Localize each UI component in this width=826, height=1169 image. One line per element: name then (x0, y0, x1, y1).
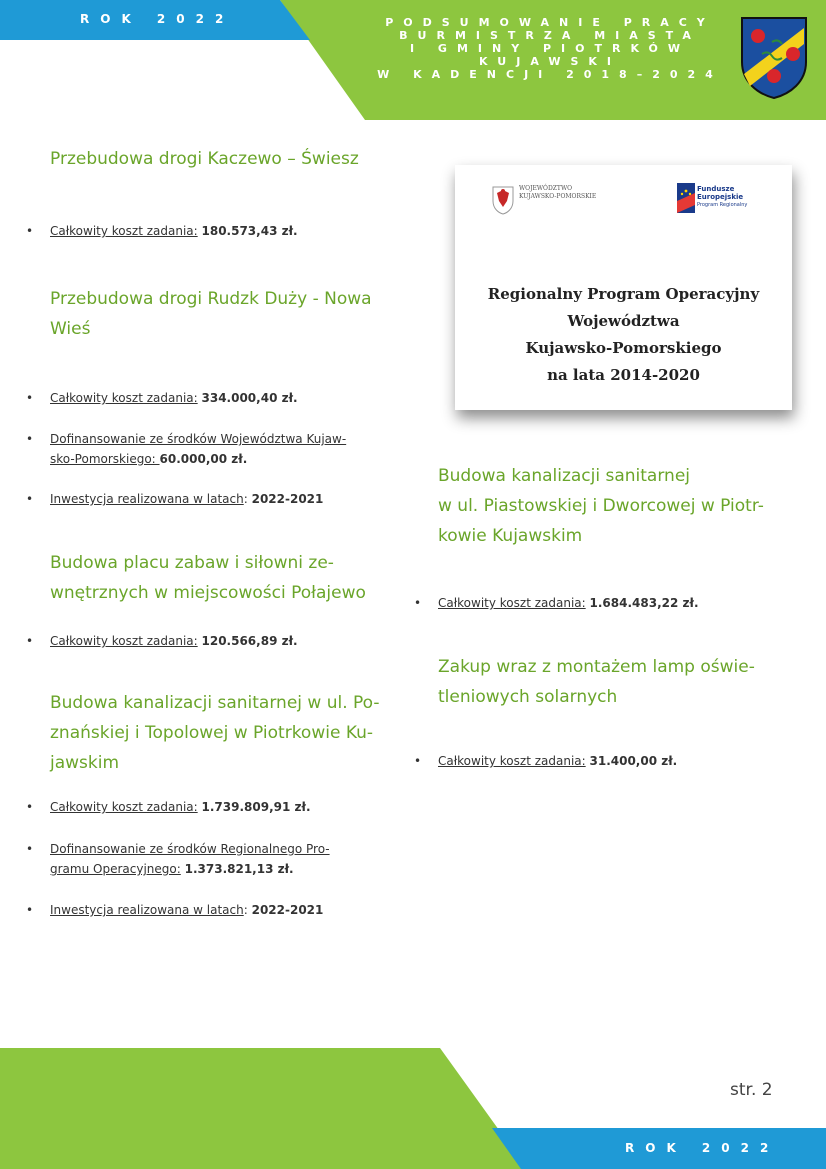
page-number: str. 2 (730, 1080, 773, 1100)
section-title (438, 461, 798, 551)
item-value: 180.573,43 zł. (201, 224, 298, 238)
voivodeship-logo (491, 185, 611, 219)
section-title-line: Zakup wraz z montażem lamp oświe- (438, 657, 755, 677)
item-label: Całkowity koszt zadania: (50, 800, 198, 814)
eu-funds-logo (677, 183, 777, 217)
item-value: 1.739.809,91 zł. (201, 800, 311, 814)
item-label: Inwestycja realizowana w latach (50, 492, 244, 506)
logo-text: WOJEWÓDZTWO (519, 185, 573, 192)
logo-text: Fundusze (697, 185, 735, 193)
bullet-icon: • (26, 432, 34, 446)
list-item (26, 429, 410, 469)
rpo-title (455, 281, 792, 389)
list-item (414, 593, 798, 613)
section-title-line: w ul. Piastowskiej i Dworcowej w Piotr- (438, 496, 764, 516)
item-label: Dofinansowanie ze środków Województwa Kujaw- (50, 432, 347, 446)
bullet-icon: • (26, 391, 34, 405)
item-value: 60.000,00 zł. (159, 452, 248, 466)
header-title-line: KUJAWSKI (478, 55, 622, 68)
item-label: Całkowity koszt zadania: (50, 634, 198, 648)
section-title-line: Przebudowa drogi Rudzk Duży - Nowa (50, 289, 372, 309)
item-label: Całkowity koszt zadania: (50, 224, 198, 238)
section-title-line: wnętrznych w miejscowości Połajewo (50, 583, 366, 603)
section-title (50, 548, 410, 608)
item-value: 1.684.483,22 zł. (589, 596, 699, 610)
list-item: • Inwestycja realizowana w latach: 2022-2021 (50, 489, 410, 509)
logo-text: KUJAWSKO-POMORSKIE (519, 193, 597, 200)
item-label: Całkowity koszt zadania: (50, 391, 198, 405)
header-title-line: PODSUMOWANIE PRACY (385, 16, 715, 29)
rpo-title-line: Regionalny Program Operacyjny (487, 285, 760, 303)
bullet-icon: • (414, 754, 422, 768)
section-title-line: znańskiej i Topolowej w Piotrkowie Ku- (50, 723, 374, 743)
section-title (438, 652, 798, 712)
section-title-line: Budowa kanalizacji sanitarnej w ul. Po- (50, 693, 380, 713)
section-title-line: Budowa placu zabaw i siłowni ze- (50, 553, 334, 573)
item-value: 2022-2021 (251, 903, 324, 917)
item-value: 334.000,40 zł. (201, 391, 298, 405)
list-item (26, 839, 410, 879)
list-item: • Inwestycja realizowana w latach: 2022-2021 (50, 900, 410, 920)
item-value: 120.566,89 zł. (201, 634, 298, 648)
list-item (26, 631, 410, 651)
item-label: gramu Operacyjnego: (50, 862, 181, 876)
item-value: 31.400,00 zł. (589, 754, 678, 768)
list-item (26, 221, 410, 241)
section-title-line: tleniowych solarnych (438, 687, 618, 707)
eu-funds-flag-icon (677, 183, 695, 213)
bullet-icon: • (26, 903, 34, 917)
bullet-icon: • (26, 842, 34, 856)
bullet-icon: • (26, 634, 34, 648)
section-title: Przebudowa drogi Kaczewo – Świesz (50, 149, 359, 169)
section-title-line: jawskim (50, 753, 120, 773)
coat-of-arms-icon (738, 14, 810, 100)
header-title-line: I GMINY PIOTRKÓW (410, 42, 690, 55)
bullet-icon: • (26, 224, 34, 238)
bullet-icon: • (26, 800, 34, 814)
header-title-line: W KADENCJI 2018–2024 (377, 68, 723, 81)
item-value: 2022-2021 (251, 492, 324, 506)
voivodeship-crest-icon (491, 185, 515, 215)
item-label: sko-Pomorskiego: (50, 452, 160, 466)
rpo-title-line: Kujawsko-Pomorskiego (525, 339, 722, 357)
footer-year: ROK 2022 (625, 1141, 780, 1155)
item-label: Inwestycja realizowana w latach (50, 903, 244, 917)
header-title (370, 16, 730, 81)
header-year: ROK 2022 (80, 12, 235, 26)
rpo-logo-box (455, 165, 792, 410)
header-title-line: BURMISTRZA MIASTA (399, 29, 701, 42)
rpo-title-line: na lata 2014-2020 (547, 366, 700, 384)
item-label: Dofinansowanie ze środków Regionalnego Pro- (50, 842, 330, 856)
item-label: Całkowity koszt zadania: (438, 596, 586, 610)
list-item (414, 751, 798, 771)
item-value: 1.373.821,13 zł. (184, 862, 294, 876)
section-title (50, 284, 410, 344)
section-title-line: kowie Kujawskim (438, 526, 583, 546)
logo-text: Europejskie (697, 193, 744, 201)
section-title-line: Wieś (50, 319, 91, 339)
list-item (26, 797, 410, 817)
list-item (26, 388, 410, 408)
logo-text: Program Regionalny (697, 202, 748, 208)
section-title (50, 688, 410, 778)
bullet-icon: • (414, 596, 422, 610)
rpo-title-line: Województwa (567, 312, 680, 330)
section-title-line: Budowa kanalizacji sanitarnej (438, 466, 690, 486)
item-label: Całkowity koszt zadania: (438, 754, 586, 768)
bullet-icon: • (26, 492, 34, 506)
